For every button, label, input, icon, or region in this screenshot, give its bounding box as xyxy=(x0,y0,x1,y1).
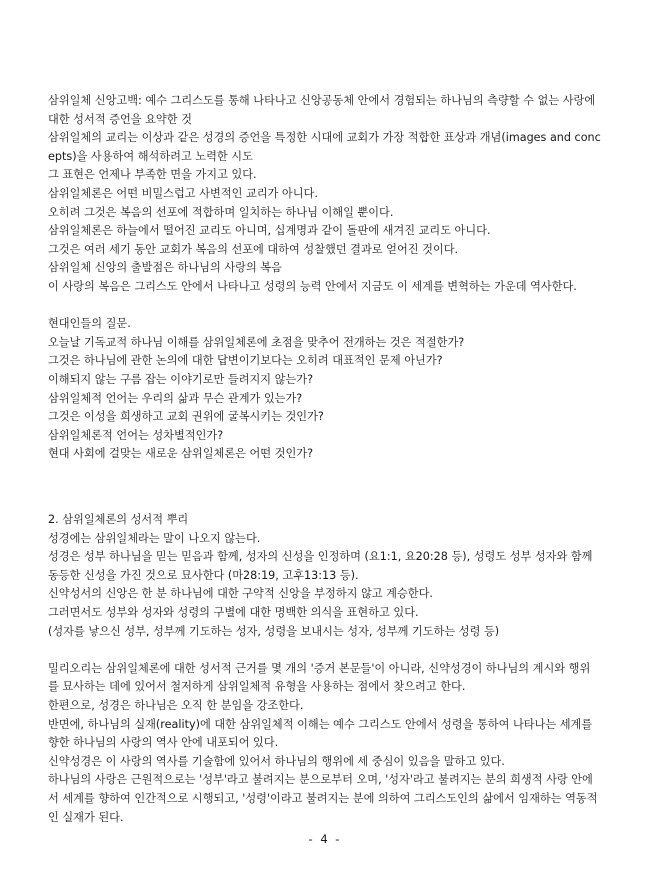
text-line: 하나님의 사랑은 근원적으로는 '성부'라고 불려지는 분으로부터 오며, '성자'라고 불려지는 분의 희생적 사랑 안에 xyxy=(48,773,593,787)
text-line: 삼위일체 신앙의 출발점은 하나님의 사랑의 복음 xyxy=(48,261,282,275)
text-line: 그것은 하나님에 관한 논의에 대한 답변이기보다는 오히려 대표적인 문제 아닌가? xyxy=(48,354,443,368)
text-line: 이 사랑의 복음은 그리스도 안에서 나타나고 성령의 능력 안에서 지금도 이 세계를 변혁하는 가운데 역사한다. xyxy=(48,279,577,293)
text-line: 향한 하나님의 사랑의 역사 안에 내포되어 있다. xyxy=(48,736,279,750)
text-line: 그것은 이성을 희생하고 교회 권위에 굴복시키는 것인가? xyxy=(48,410,324,424)
text-line: 반면에, 하나님의 실재(reality)에 대한 삼위일체적 이해는 예수 그리스도 안에서 성령을 통하여 나타나는 세계를 xyxy=(48,717,593,731)
text-line: 성경은 성부 하나님을 믿는 믿음과 함께, 성자의 신성을 인정하며 (요1:1, 요20:28 등), 성령도 성부 성자와 함께 xyxy=(48,550,593,564)
section-biblical-roots xyxy=(48,511,604,641)
text-line: 오늘날 기독교적 하나님 이해를 삼위일체론에 초점을 맞추어 전개하는 것은 적절한가? xyxy=(48,335,465,349)
text-line: 성경에는 삼위일체라는 말이 나오지 않는다. xyxy=(48,531,261,545)
text-line: 이해되지 않는 구름 잡는 이야기로만 들려지지 않는가? xyxy=(48,372,314,386)
text-line: 신약성서의 신앙은 한 분 하나님에 대한 구약적 신앙을 부정하지 않고 계승한다. xyxy=(48,587,433,601)
text-line: (성자를 낳으신 성부, 성부께 기도하는 성자, 성령을 보내시는 성자, 성부께 기도하는 성령 등) xyxy=(48,624,500,638)
text-line: 밀리오리는 삼위일체론에 대한 성서적 근거를 몇 개의 '증거 본문들'이 아니라, 신약성경이 하나님의 계시와 행위 xyxy=(48,661,591,675)
section-heading: 2. 삼위일체론의 성서적 뿌리 xyxy=(48,513,189,527)
text-line: 신약성경은 이 사랑의 역사를 기술함에 있어서 하나님의 행위에 세 중심이 있음을 말하고 있다. xyxy=(48,754,505,768)
page-number: - 4 - xyxy=(308,832,342,846)
text-line: 현대 사회에 걸맞는 새로운 삼위일체론은 어떤 것인가? xyxy=(48,447,314,461)
text-line: 오히려 그것은 복음의 선포에 적합하며 일치하는 하나님 이해일 뿐이다. xyxy=(48,205,394,219)
section-trinity-confession xyxy=(48,92,604,297)
document-body xyxy=(48,92,604,827)
text-line: 삼위일체론은 어떤 비밀스럽고 사변적인 교리가 아니다. xyxy=(48,186,318,200)
text-line: 삼위일체의 교리는 이상과 같은 성경의 증언을 특정한 시대에 교회가 가장 적합한 표상과 개념(images and conc xyxy=(48,131,601,145)
text-line: 삼위일체론적 언어는 성차별적인가? xyxy=(48,428,224,442)
text-line: 그러면서도 성부와 성자와 성령의 구별에 대한 명백한 의식을 표현하고 있다. xyxy=(48,606,419,620)
text-line: 한편으로, 성경은 하나님은 오직 한 분임을 강조한다. xyxy=(48,699,304,712)
text-line: 그 표현은 언제나 부족한 면을 가지고 있다. xyxy=(48,168,257,182)
text-line: 를 묘사하는 데에 있어서 철저하게 삼위일체적 유형을 사용하는 점에서 찾으려고 한다. xyxy=(48,680,466,694)
text-line: 삼위일체론은 하늘에서 떨어진 교리도 아니며, 십계명과 같이 돌판에 새겨진 교리도 아니다. xyxy=(48,224,491,238)
text-line: 그것은 여러 세기 동안 교회가 복음의 선포에 대하여 성찰했던 결과로 얻어진 것이다. xyxy=(48,242,459,256)
text-line: 삼위일체 신앙고백: 예수 그리스도를 통해 나타나고 신앙공동체 안에서 경험되는 하나님의 측량할 수 없는 사랑에 xyxy=(48,94,596,107)
text-line: epts)을 사용하여 해석하려고 노력한 시도 xyxy=(48,149,253,163)
text-line: 삼위일체적 언어는 우리의 삶과 무슨 관계가 있는가? xyxy=(48,391,303,405)
text-line: 서 세계를 향하여 인간적으로 시행되고, '성령'이라고 불려지는 분에 의하여 그리스도인의 삶에서 임재하는 역동적 xyxy=(48,791,598,805)
section-heading: 현대인들의 질문. xyxy=(48,317,131,331)
section-modern-questions xyxy=(48,315,604,464)
text-line: 대한 성서적 증언을 요약한 것 xyxy=(48,112,192,126)
text-line: 인 실재가 된다. xyxy=(48,810,124,824)
text-line: 동등한 신성을 가진 것으로 묘사한다 (마28:19, 고후13:13 등). xyxy=(48,568,359,582)
section-migliore xyxy=(48,660,604,827)
